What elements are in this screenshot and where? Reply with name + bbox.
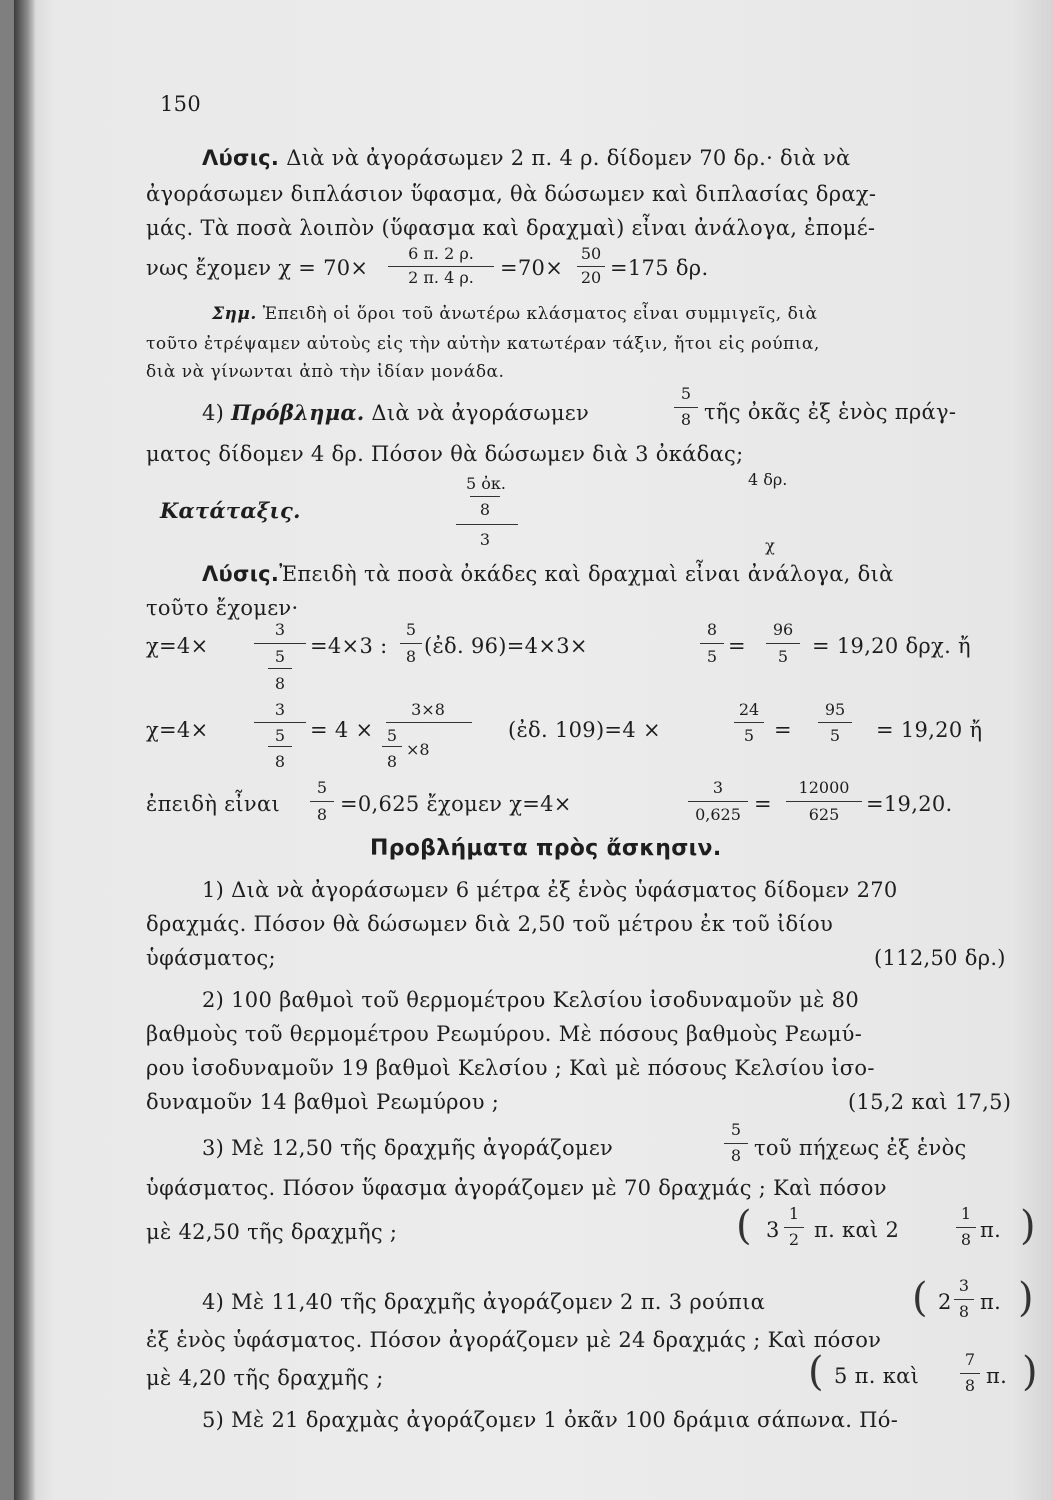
solution1-line3: μάς. Τὰ ποσὰ λοιπὸν (ὕφασμα καὶ δραχμαὶ) εἶναι ἀνάλογα, ἐπομέ- xyxy=(146,216,876,240)
solution-label: Λύσις. xyxy=(202,146,280,170)
fraction-bar xyxy=(956,1227,976,1228)
exercise-1-answer: (112,50 δρ.) xyxy=(874,946,1006,970)
fraction-bar xyxy=(400,643,422,644)
left-paren: ( xyxy=(912,1275,928,1321)
fraction-bar xyxy=(268,668,292,669)
fraction-numerator: 6 π. 2 ρ. xyxy=(408,244,474,263)
right-paren: ) xyxy=(1018,1275,1034,1321)
note-line3: διὰ νὰ γίνωνται ἀπὸ τὴν ἰδίαν μονάδα. xyxy=(146,362,505,382)
solution2-line1: Λύσις.Ἐπειδὴ τὰ ποσὰ ὀκάδες καὶ δραχμαὶ εἶναι ἀνάλογα, διὰ xyxy=(202,562,894,586)
right-paren: ) xyxy=(1020,1203,1036,1249)
fraction-bar xyxy=(470,496,500,497)
fraction-bar xyxy=(724,1143,748,1144)
fraction-bar xyxy=(268,746,292,747)
left-paren: ( xyxy=(808,1349,824,1395)
note-line2: τοῦτο ἐτρέψαμεν αὐτοὺς εἰς τὴν αὐτὴν κατωτέραν τάξιν, ἤτοι εἰς ρούπια, xyxy=(146,334,820,354)
fraction-bar xyxy=(700,643,724,644)
fraction-bar xyxy=(734,722,764,723)
fraction-bar xyxy=(577,266,605,267)
solution1-line1: Λύσις. Διὰ νὰ ἀγοράσωμεν 2 π. 4 ρ. δίδομεν 70 δρ.· διὰ νὰ xyxy=(202,146,851,170)
note-line1: Σημ. Ἐπειδὴ οἱ ὅροι τοῦ ἀνωτέρω κλάσματος εἶναι συμμιγεῖς, διὰ xyxy=(212,304,818,324)
fraction-bar xyxy=(784,1227,804,1228)
fraction-bar xyxy=(254,722,306,723)
fraction-bar xyxy=(960,1373,980,1374)
fraction-denominator: 2 π. 4 ρ. xyxy=(408,268,474,287)
binding-shadow xyxy=(14,0,36,1500)
page-number: 150 xyxy=(160,92,201,116)
arrangement-label: Κατάταξις. xyxy=(160,498,301,523)
note-label: Σημ. xyxy=(212,304,257,324)
solution2-line2: τοῦτο ἔχομεν· xyxy=(146,596,299,620)
fraction-bar xyxy=(382,746,402,747)
right-paren: ) xyxy=(1022,1349,1038,1395)
arrangement-divider xyxy=(456,524,518,525)
left-paren: ( xyxy=(736,1203,752,1249)
exercises-heading: Προβλήματα πρὸς ἄσκησιν. xyxy=(370,836,722,861)
fraction-bar xyxy=(254,643,306,644)
fraction-bar xyxy=(674,407,698,408)
fraction-bar xyxy=(954,1299,974,1300)
problem4-line1b: τῆς ὀκᾶς ἐξ ἑνὸς πράγ- xyxy=(704,400,957,424)
exercise-2-answer: (15,2 καὶ 17,5) xyxy=(848,1090,1012,1114)
problem-label: Πρόβλημα. xyxy=(231,400,365,425)
fraction-bar xyxy=(688,801,748,802)
fraction-bar xyxy=(310,801,334,802)
problem4-line2: ματος δίδομεν 4 δρ. Πόσον θὰ δώσωμεν διὰ 3 ὀκάδας; xyxy=(146,442,744,466)
fraction-bar xyxy=(386,722,472,723)
solution-label: Λύσις. xyxy=(202,562,280,586)
fraction-bar xyxy=(786,801,862,802)
fraction-bar xyxy=(388,266,494,267)
problem4-line1a: 4) Πρόβλημα. Διὰ νὰ ἀγοράσωμεν xyxy=(202,400,590,425)
fraction-bar xyxy=(766,643,800,644)
fraction-bar xyxy=(818,722,852,723)
solution1-line2: ἀγοράσωμεν διπλάσιον ὕφασμα, θὰ δώσωμεν καὶ διπλασίας δραχ- xyxy=(146,182,877,206)
exercise-5: 5) Μὲ 21 δραχμὰς ἀγοράζομεν 1 ὀκᾶν 100 δράμια σάπωνα. Πό- xyxy=(202,1408,899,1432)
book-page: 150 Λύσις. Διὰ νὰ ἀγοράσωμεν 2 π. 4 ρ. δίδομεν 70 δρ.· διὰ νὰ ἀγοράσωμεν διπλάσιον ὕφασμα, θὰ δώσωμεν καὶ διπλασίας δραχ- μάς. Τὰ ποσὰ λοιπὸν (ὕφασμα καὶ δραχμαὶ) εἶναι ἀνάλογα, ἐπομέ- νως ἔχομεν χ = 70× 6 π. 2 ρ. 2 π. 4 ρ. =70× 50 20 =175 δρ. Σημ. Ἐπειδὴ οἱ ὅροι τοῦ ἀνωτέρω κλάσματος εἶναι συμμιγεῖς, διὰ τοῦτο ἐτρέψαμεν αὐτοὺς εἰς τὴν αὐτὴν κατωτέραν τάξιν, ἤτοι εἰς ρούπια, διὰ νὰ γίνωνται ἀπὸ τὴν ἰδίαν μονάδα. 4) Πρόβλημα. Διὰ νὰ ἀγοράσωμεν 5 8 τῆς ὀκᾶς ἐξ ἑνὸς πράγ- ματος δίδομεν 4 δρ. Πόσον θὰ δώσωμεν διὰ 3 ὀκάδας; Κατάταξις. 5 ὀκ. 8 4 δρ. 3 χ Λύσις.Ἐπειδὴ τὰ ποσὰ ὀκάδες καὶ δραχμαὶ εἶναι ἀνάλογα, διὰ τοῦτο ἔχομεν· χ=4× 3 5 8 =4×3 : 5 8 (ἐδ. 96)=4×3× 8 5 = 96 5 = 19,20 δρχ. ἤ χ=4× 3 5 8 = 4 × 3×8 5 8 ×8 (ἐδ. 109)=4 × 24 5 = 95 5 = 19,20 ἤ ἐπειδὴ εἶναι 5 8 =0,625 ἔχομεν χ=4× 3 0,625 = 12000 625 =19,20. Προβλήματα πρὸς ἄσκησιν. 1) Διὰ νὰ ἀγοράσωμεν 6 μέτρα ἐξ ἑνὸς ὑφάσματος δίδομεν 270 δραχμάς. Πόσον θὰ δώσωμεν διὰ 2,50 τοῦ μέτρου ἐκ τοῦ ἰδίου ὑφάσματος; (112,50 δρ.) 2) 100 βαθμοὶ τοῦ θερμομέτρου Κελσίου ἰσοδυναμοῦν μὲ 80 βαθμοὺς τοῦ θερμομέτρου Ρεωμύρου. Μὲ πόσους βαθμοὺς Ρεωμύ- ρου ἰσοδυναμοῦν 19 βαθμοὶ Κελσίου ; Καὶ μὲ πόσους Κελσίου ἰσο- δυναμοῦν 14 βαθμοὶ Ρεωμύρου ; (15,2 καὶ 17,5) 3) Μὲ 12,50 τῆς δραχμῆς ἀγοράζομεν 5 8 τοῦ πήχεως ἐξ ἑνὸς ὑφάσματος. Πόσον ὕφασμα ἀγοράζομεν μὲ 70 δραχμάς ; Καὶ πόσον μὲ 42,50 τῆς δραχμῆς ; ( 3 1 2 π. καὶ 2 1 8 π. ) 4) Μὲ 11,40 τῆς δραχμῆς ἀγοράζομεν 2 π. 3 ρούπια ( 2 3 8 π. ) ἐξ ἑνὸς ὑφάσματος. Πόσον ἀγοράζομεν μὲ 24 δραχμάς ; Καὶ πόσον μὲ 4,20 τῆς δραχμῆς ; ( 5 π. καὶ 7 8 π. ) 5) Μὲ 21 δραχμὰς ἀγοράζομεν 1 ὀκᾶν 100 δράμια σάπωνα. Πό- xyxy=(14,0,1053,1500)
